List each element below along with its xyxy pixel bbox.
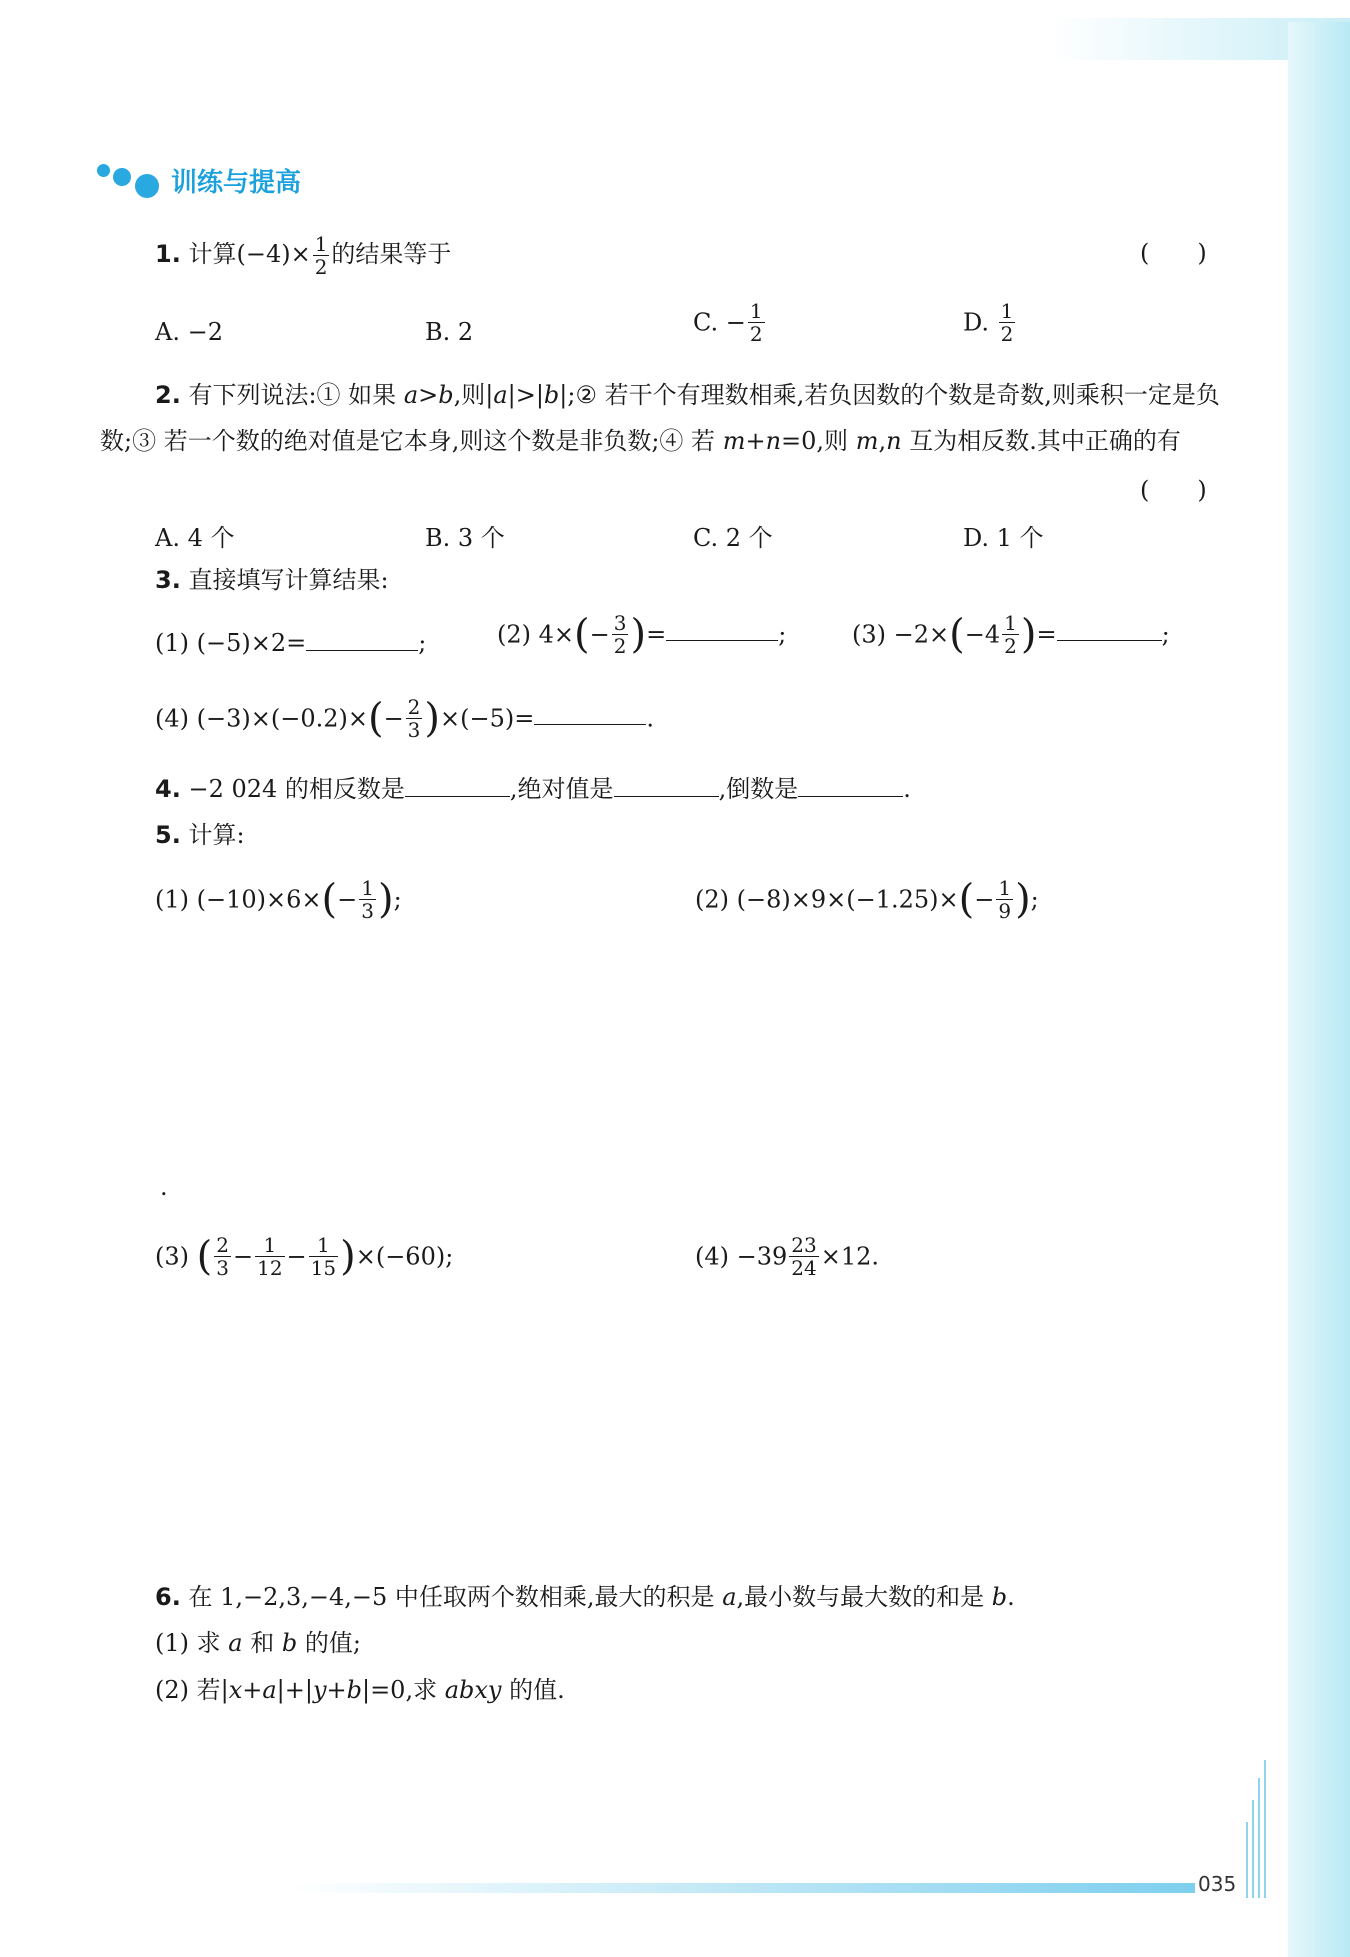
decorative-line — [1264, 1760, 1266, 1898]
page-border-right — [1288, 22, 1350, 1957]
section-title: 训练与提高 — [171, 168, 302, 198]
q3-part-1: (1) (−5)×2= ; — [155, 629, 427, 657]
q6-part-2: (2) 若|x+a|+|y+b|=0,求 abxy 的值. — [155, 1676, 565, 1704]
answer-bracket: ( ) — [1140, 476, 1207, 504]
q5-part-3: (3) ( $\frac{2}{3}$ − $\frac{1}{12}$ − $\frac{1}{15}$ )×(−60); — [155, 1233, 454, 1280]
option-a: A. −2 — [155, 318, 223, 346]
question-2: 2. 有下列说法:① 如果 a>b,则|a|>|b|;② 若干个有理数相乘,若负因数的个数是奇数,则乘积一定是负数;③ 若一个数的绝对值是它本身,则这个数是非负数;④ 若 m+n=0,则 m,n 互为相反数.其中正确的有 — [100, 381, 1220, 455]
question-1: 1. 计算(−4)× $\frac{1}{2}$ 的结果等于 — [155, 232, 452, 279]
answer-blank — [798, 774, 903, 797]
question-4: 4. −2 024 的相反数是 ,绝对值是 ,倒数是 . — [155, 775, 911, 803]
answer-blank — [534, 702, 646, 725]
option-b: B. 3 个 — [425, 524, 505, 552]
decorative-line — [1252, 1800, 1254, 1898]
q5-part-2: (2) (−8)×9×(−1.25)×(− $\frac{1}{9}$ ); — [695, 876, 1039, 923]
footer-bar — [290, 1883, 1195, 1893]
bubble-icon — [97, 164, 110, 177]
option-c: C. 2 个 — [693, 524, 773, 552]
fraction: $\frac{1}{2}$ — [314, 232, 328, 279]
option-c: C. − $\frac{1}{2}$ — [693, 299, 763, 346]
answer-bracket: ( ) — [1140, 239, 1207, 267]
decorative-line — [1246, 1822, 1248, 1898]
q3-part-2: (2) 4×(− $\frac{3}{2}$ )= ; — [497, 611, 787, 658]
answer-blank — [405, 774, 510, 797]
option-d: D. $\frac{1}{2}$ — [963, 299, 1014, 346]
answer-blank — [306, 628, 418, 651]
question-6: 6. 在 1,−2,3,−4,−5 中任取两个数相乘,最大的积是 a,最小数与最大数的和是 b. — [155, 1583, 1015, 1611]
answer-blank — [614, 774, 719, 797]
stray-dot: . — [160, 1173, 168, 1201]
q3-part-4: (4) (−3)×(−0.2)×(− $\frac{2}{3}$ )×(−5)= . — [155, 695, 654, 742]
option-b: B. 2 — [425, 318, 474, 346]
decorative-line — [1258, 1778, 1260, 1898]
bubble-icon — [113, 168, 131, 186]
q5-part-4: (4) −39 $\frac{23}{24}$ ×12. — [695, 1233, 880, 1280]
question-5: 5. 计算: — [155, 821, 245, 849]
answer-blank — [1057, 618, 1162, 641]
q6-part-1: (1) 求 a 和 b 的值; — [155, 1629, 361, 1657]
option-a: A. 4 个 — [155, 524, 235, 552]
page-number: 035 — [1198, 1872, 1237, 1896]
option-d: D. 1 个 — [963, 524, 1044, 552]
q3-part-3: (3) −2×(−4 $\frac{1}{2}$ )= ; — [852, 611, 1170, 658]
q5-part-1: (1) (−10)×6×(− $\frac{1}{3}$ ); — [155, 876, 402, 923]
question-3: 3. 直接填写计算结果: — [155, 566, 389, 594]
bubble-icon — [135, 174, 159, 198]
answer-blank — [666, 618, 778, 641]
